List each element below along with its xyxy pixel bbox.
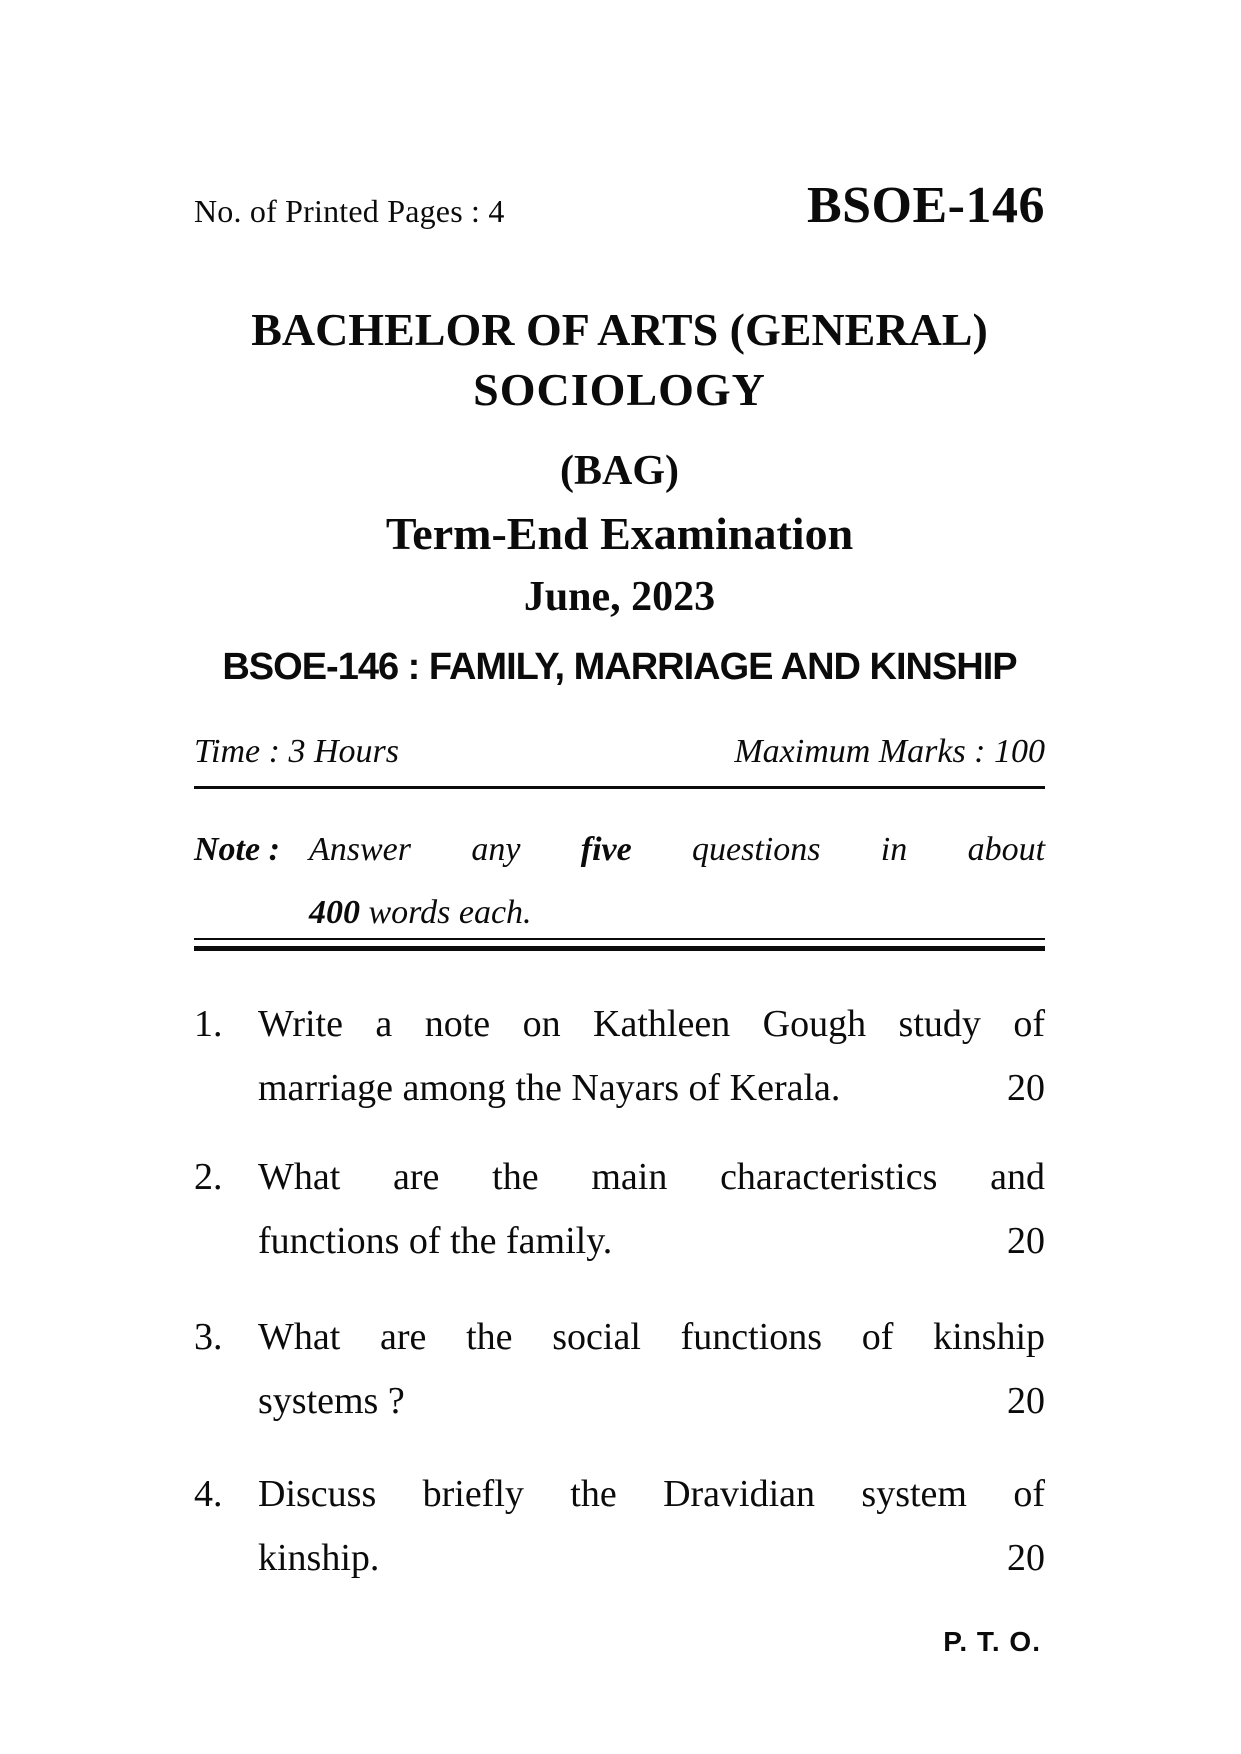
exam-session: June, 2023 [523,574,716,620]
question-4 [194,1462,1045,1590]
question-marks: 20 [1007,1067,1045,1109]
question-number: 1. [194,1003,223,1045]
program-abbreviation: (BAG) [560,448,679,494]
question-2 [194,1145,1045,1273]
question-3 [194,1305,1045,1433]
question-1 [194,992,1045,1120]
degree-title-line2: SOCIOLOGY [473,364,766,415]
note-text: Answer any [309,831,521,868]
question-number: 2. [194,1156,223,1198]
printed-pages-note: No. of Printed Pages : 4 [194,193,505,229]
question-last-line [258,1056,1045,1120]
note-line-2 [309,881,1045,944]
course-heading: BSOE-146 : FAMILY, MARRIAGE AND KINSHIP [222,646,1017,688]
degree-title-line1: BACHELOR OF ARTS (GENERAL) [251,304,988,355]
question-marks: 20 [1007,1220,1045,1262]
question-body [258,992,1045,1120]
question-text-line: Write a note on Kathleen Gough study of [258,1003,1045,1045]
note-text: questions in about [692,831,1046,868]
question-number: 4. [194,1473,223,1515]
paper-code: BSOE-146 [806,177,1045,234]
question-body [258,1305,1045,1433]
question-text-line: functions of the family. [258,1220,613,1262]
question-text-line: marriage among the Nayars of Kerala. [258,1067,841,1109]
exam-name: Term-End Examination [385,508,854,559]
double-rule-top [194,938,1045,940]
question-marks: 20 [1007,1537,1045,1579]
page-header [194,176,1045,235]
question-text-line: Discuss briefly the Dravidian system of [258,1473,1045,1515]
note-line-1 [309,818,1045,881]
note-block [194,818,1045,944]
question-number: 3. [194,1316,223,1358]
page-turn-over-label: P. T. O. [943,1626,1041,1657]
note-text: words each. [368,894,532,931]
horizontal-rule [194,786,1045,789]
question-last-line [258,1209,1045,1273]
note-label: Note : [194,831,280,868]
page-content [194,0,1045,1754]
time-allowed: Time : 3 Hours [194,733,399,770]
question-last-line [258,1369,1045,1433]
note-emphasis-400: 400 [309,894,360,931]
note-emphasis-five: five [580,831,632,868]
double-rule-bottom [194,946,1045,951]
question-marks: 20 [1007,1380,1045,1422]
exam-meta-row [194,733,1045,771]
question-text-line: What are the social functions of kinship [258,1316,1045,1358]
question-body [258,1462,1045,1590]
question-last-line [258,1526,1045,1590]
question-body [258,1145,1045,1273]
question-text-line: systems ? [258,1380,405,1422]
maximum-marks: Maximum Marks : 100 [734,733,1045,770]
question-text-line: What are the main characteristics and [258,1156,1045,1198]
question-text-line: kinship. [258,1537,380,1579]
